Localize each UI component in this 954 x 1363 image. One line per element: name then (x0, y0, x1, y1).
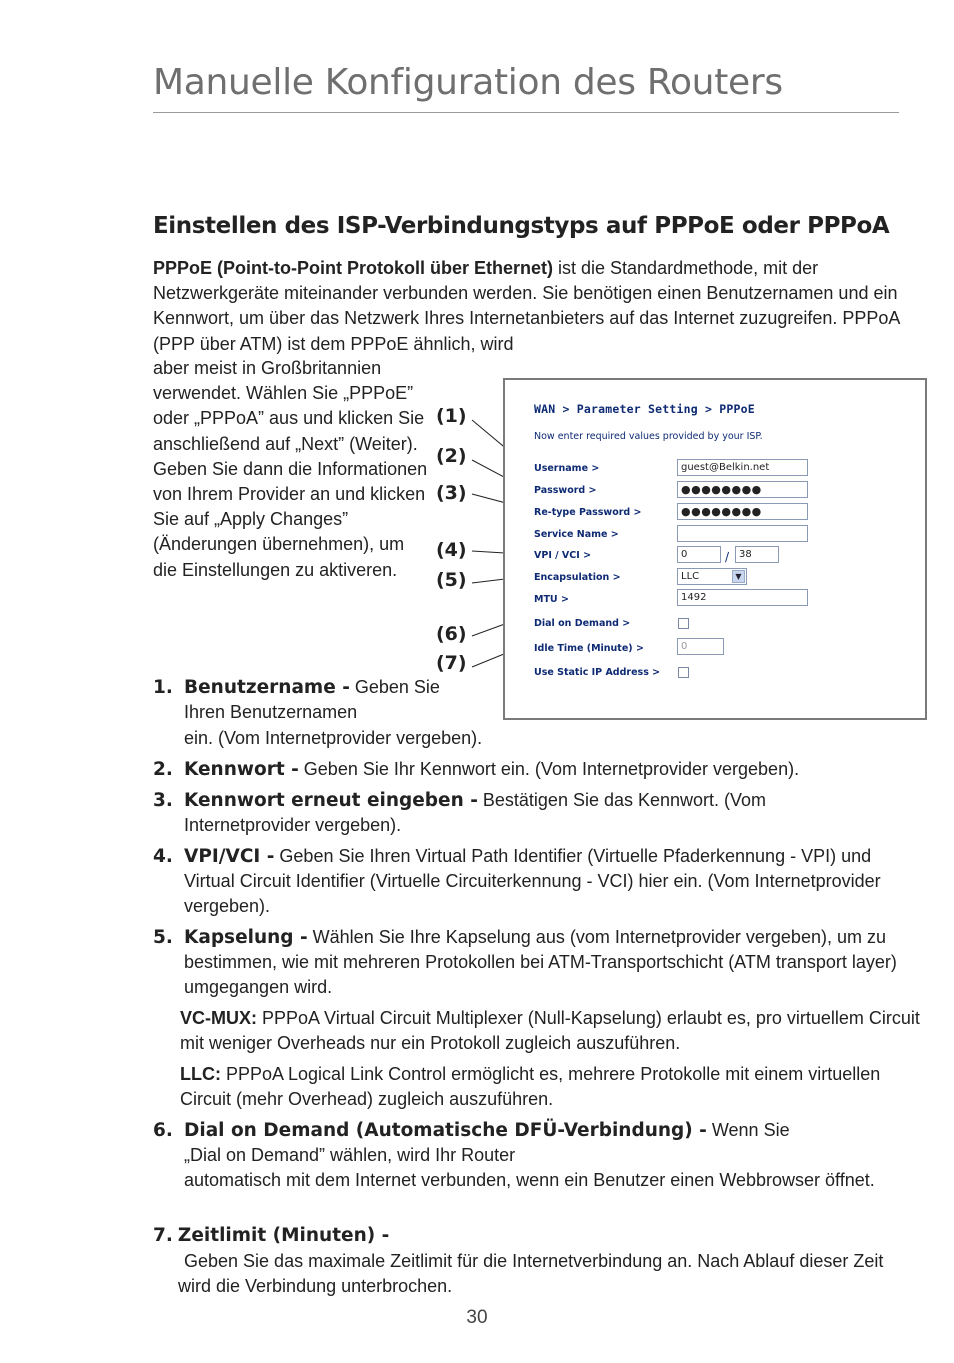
callout-5: (5) (436, 569, 467, 591)
sub-item-llc (180, 1062, 920, 1112)
password-label: Password > (534, 485, 597, 496)
chevron-down-icon[interactable]: ▼ (732, 570, 745, 583)
retype-password-label: Re-type Password > (534, 507, 642, 518)
item-number: 3. (153, 790, 173, 811)
panel-breadcrumb: WAN > Parameter Setting > PPPoE (534, 402, 755, 416)
item-text: Wählen Sie Ihre Kapselung aus (vom Internetprovider vergeben), um zu bestimmen, wie mit mehreren Protokollen bei ATM-Transportschicht (ATM transport layer) umgegangen wird. (184, 927, 897, 998)
service-name-label: Service Name > (534, 529, 619, 540)
sub-item-text: PPPoA Logical Link Control ermöglicht es, mehrere Protokolle mit einem virtuellen Circuit (mehr Overhead) zugleich auszuführen. (180, 1064, 881, 1110)
static-ip-label: Use Static IP Address > (534, 667, 661, 678)
list-item-1-continued (153, 726, 653, 751)
page-title: Manuelle Konfiguration des Routers (153, 62, 783, 103)
encapsulation-label: Encapsulation > (534, 572, 621, 583)
intro-paragraph-continued: aber meist in Großbritannien verwendet. Wählen Sie „PPPoE” oder „PPPoA” aus und klicken Sie anschließend auf „Next” (Weiter). Geben Sie dann die Informationen von Ihrem Provider an und klicken Sie auf „Apply Changes” (Änderungen übernehmen), um die Einstellungen zu aktiveren. (153, 358, 428, 580)
list-item-2 (153, 757, 913, 782)
list-item-4 (153, 844, 913, 920)
item-number: 7. (153, 1225, 173, 1246)
list-item-6 (153, 1118, 913, 1194)
list-item-5 (153, 925, 913, 1001)
item-text: Geben Sie Ihren Virtual Path Identifier (Virtuelle Pfaderkennung - VPI) und Virtual Circuit Identifier (Virtuelle Circuiterkennung - VCI) hier ein. (Vom Internetprovider vergeben). (184, 846, 881, 917)
service-name-input[interactable] (677, 525, 808, 542)
callout-2: (2) (436, 445, 467, 467)
idle-time-label: Idle Time (Minute) > (534, 643, 644, 654)
item-text: Bestätigen Sie das Kennwort. (Vom Internetprovider vergeben). (184, 790, 767, 836)
item-label: Benutzername - (184, 677, 350, 698)
callout-6: (6) (436, 623, 467, 645)
item-text: Wenn Sie „Dial on Demand” wählen, wird Ihr Router (184, 1120, 790, 1166)
item-text: Geben Sie Ihr Kennwort ein. (Vom Internetprovider vergeben). (298, 759, 800, 779)
vpi-input[interactable]: 0 (677, 546, 721, 563)
item-label: Kennwort erneut eingeben - (184, 790, 478, 811)
page-number: 30 (466, 1307, 488, 1328)
item-text-continued: ein. (Vom Internetprovider vergeben). (184, 728, 483, 748)
intro-bold-lead: PPPoE (Point-to-Point Protokoll über Ethernet) (153, 258, 553, 278)
dial-on-demand-label: Dial on Demand > (534, 618, 631, 629)
list-item-7 (153, 1223, 913, 1248)
callout-1: (1) (436, 405, 467, 427)
list-item-1 (153, 675, 453, 725)
item-number: 2. (153, 759, 173, 780)
mtu-input[interactable]: 1492 (677, 589, 808, 606)
item-label: Zeitlimit (Minuten) - (177, 1225, 390, 1246)
callout-7: (7) (436, 652, 467, 674)
section-title: Einstellen des ISP-Verbindungstyps auf PPPoE oder PPPoA (153, 213, 890, 239)
dial-on-demand-checkbox[interactable] (678, 618, 689, 629)
idle-time-input[interactable]: 0 (677, 638, 724, 655)
password-input[interactable]: ●●●●●●●● (677, 481, 808, 498)
username-input[interactable]: guest@Belkin.net (677, 459, 808, 476)
static-ip-checkbox[interactable] (678, 667, 689, 678)
vpi-vci-separator: / (725, 550, 730, 564)
item-label: VPI/VCI - (184, 846, 275, 867)
list-item-3 (153, 788, 853, 838)
item-number: 1. (153, 677, 173, 698)
sub-item-text: PPPoA Virtual Circuit Multiplexer (Null-Kapselung) erlaubt es, pro virtuellem Circuit mit weniger Overheads nur ein Protokoll zugleich auszuführen. (180, 1008, 920, 1054)
callout-4: (4) (436, 539, 467, 561)
retype-password-input[interactable]: ●●●●●●●● (677, 503, 808, 520)
sub-item-label: LLC: (180, 1064, 221, 1084)
router-settings-screenshot (503, 378, 927, 720)
panel-note: Now enter required values provided by your ISP. (534, 431, 763, 442)
sub-item-vc-mux (180, 1006, 920, 1056)
item-text: Geben Sie Ihren Benutzernamen (184, 677, 440, 723)
vci-input[interactable]: 38 (735, 546, 779, 563)
encapsulation-value: LLC (681, 571, 700, 582)
item-number: 4. (153, 846, 173, 867)
item-number: 6. (153, 1120, 173, 1141)
vpi-vci-label: VPI / VCI > (534, 550, 592, 561)
item-label: Dial on Demand (Automatische DFÜ-Verbindung) - (184, 1120, 707, 1141)
title-divider (153, 112, 899, 113)
item-number: 5. (153, 927, 173, 948)
username-label: Username > (534, 463, 600, 474)
list-item-7-text: Geben Sie das maximale Zeitlimit für die Internetverbindung an. Nach Ablauf dieser Zeit wird die Verbindung unterbrochen. (178, 1251, 884, 1297)
encapsulation-select[interactable] (677, 568, 747, 585)
sub-item-label: VC-MUX: (180, 1008, 257, 1028)
mtu-label: MTU > (534, 594, 569, 605)
intro-paragraph (153, 256, 913, 357)
intro-text: ist die Standardmethode, mit der Netzwerkgeräte miteinander verbunden werden. Sie benötigen einen Benutzernamen und ein Kennwort, um über das Netzwerk Ihres Internetanbieters auf das Internet zuzugreifen. PPPoA (PPP über ATM) ist dem PPPoE ähnlich, wird (153, 258, 900, 354)
callout-3: (3) (436, 482, 467, 504)
item-label: Kapselung - (184, 927, 308, 948)
item-text-continued: automatisch mit dem Internet verbunden, wenn ein Benutzer einen Webbrowser öffnet. (184, 1170, 875, 1191)
item-label: Kennwort - (184, 759, 299, 780)
